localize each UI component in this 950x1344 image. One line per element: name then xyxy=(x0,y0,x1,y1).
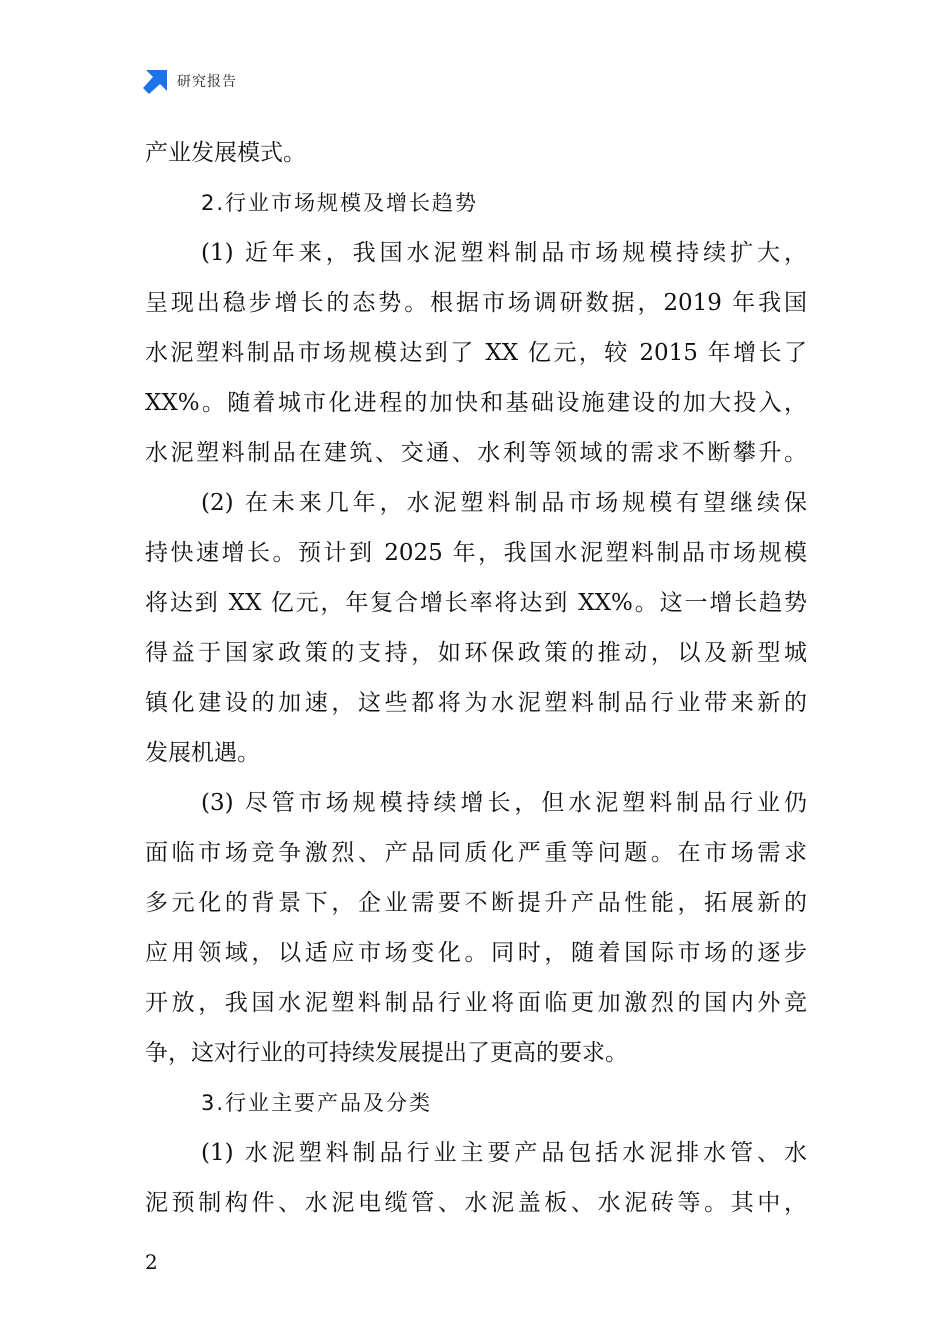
paragraph-line: 应用领域，以适应市场变化。同时，随着国际市场的逐步 xyxy=(145,940,807,966)
paragraph-line: (1) 近年来，我国水泥塑料制品市场规模持续扩大， xyxy=(201,240,807,266)
paragraph-line: XX%。随着城市化进程的加快和基础设施建设的加大投入， xyxy=(145,390,807,416)
paragraph-line: 争，这对行业的可持续发展提出了更高的要求。 xyxy=(145,1040,628,1066)
paragraph-line: 镇化建设的加速，这些都将为水泥塑料制品行业带来新的 xyxy=(145,690,807,716)
paragraph-line: 水泥塑料制品市场规模达到了 XX 亿元，较 2015 年增长了 xyxy=(145,340,807,366)
paragraph-line: 多元化的背景下，企业需要不断提升产品性能，拓展新的 xyxy=(145,890,807,916)
report-header xyxy=(143,68,237,94)
section-heading: 3.行业主要产品及分类 xyxy=(201,1091,433,1115)
paragraph-line: (2) 在未来几年，水泥塑料制品市场规模有望继续保 xyxy=(201,490,807,516)
paragraph-line: 呈现出稳步增长的态势。根据市场调研数据，2019 年我国 xyxy=(145,290,807,316)
arrow-up-right-icon xyxy=(143,68,169,94)
page-number: 2 xyxy=(145,1250,158,1274)
paragraph-line: (3) 尽管市场规模持续增长，但水泥塑料制品行业仍 xyxy=(201,790,807,816)
paragraph-line: (1) 水泥塑料制品行业主要产品包括水泥排水管、水 xyxy=(201,1140,807,1166)
header-title: 研究报告 xyxy=(177,74,237,90)
paragraph-line: 得益于国家政策的支持，如环保政策的推动，以及新型城 xyxy=(145,640,807,666)
paragraph-line: 泥预制构件、水泥电缆管、水泥盖板、水泥砖等。其中， xyxy=(145,1190,807,1216)
document-body xyxy=(145,128,807,1228)
paragraph-line: 将达到 XX 亿元，年复合增长率将达到 XX%。这一增长趋势 xyxy=(145,590,807,616)
paragraph-line: 水泥塑料制品在建筑、交通、水利等领域的需求不断攀升。 xyxy=(145,440,807,466)
paragraph-line: 开放，我国水泥塑料制品行业将面临更加激烈的国内外竞 xyxy=(145,990,807,1016)
section-heading: 2.行业市场规模及增长趋势 xyxy=(201,191,479,215)
paragraph-line: 产业发展模式。 xyxy=(145,140,306,166)
paragraph-line: 面临市场竞争激烈、产品同质化严重等问题。在市场需求 xyxy=(145,840,807,866)
paragraph-line: 发展机遇。 xyxy=(145,740,260,766)
paragraph-line: 持快速增长。预计到 2025 年，我国水泥塑料制品市场规模 xyxy=(145,540,807,566)
